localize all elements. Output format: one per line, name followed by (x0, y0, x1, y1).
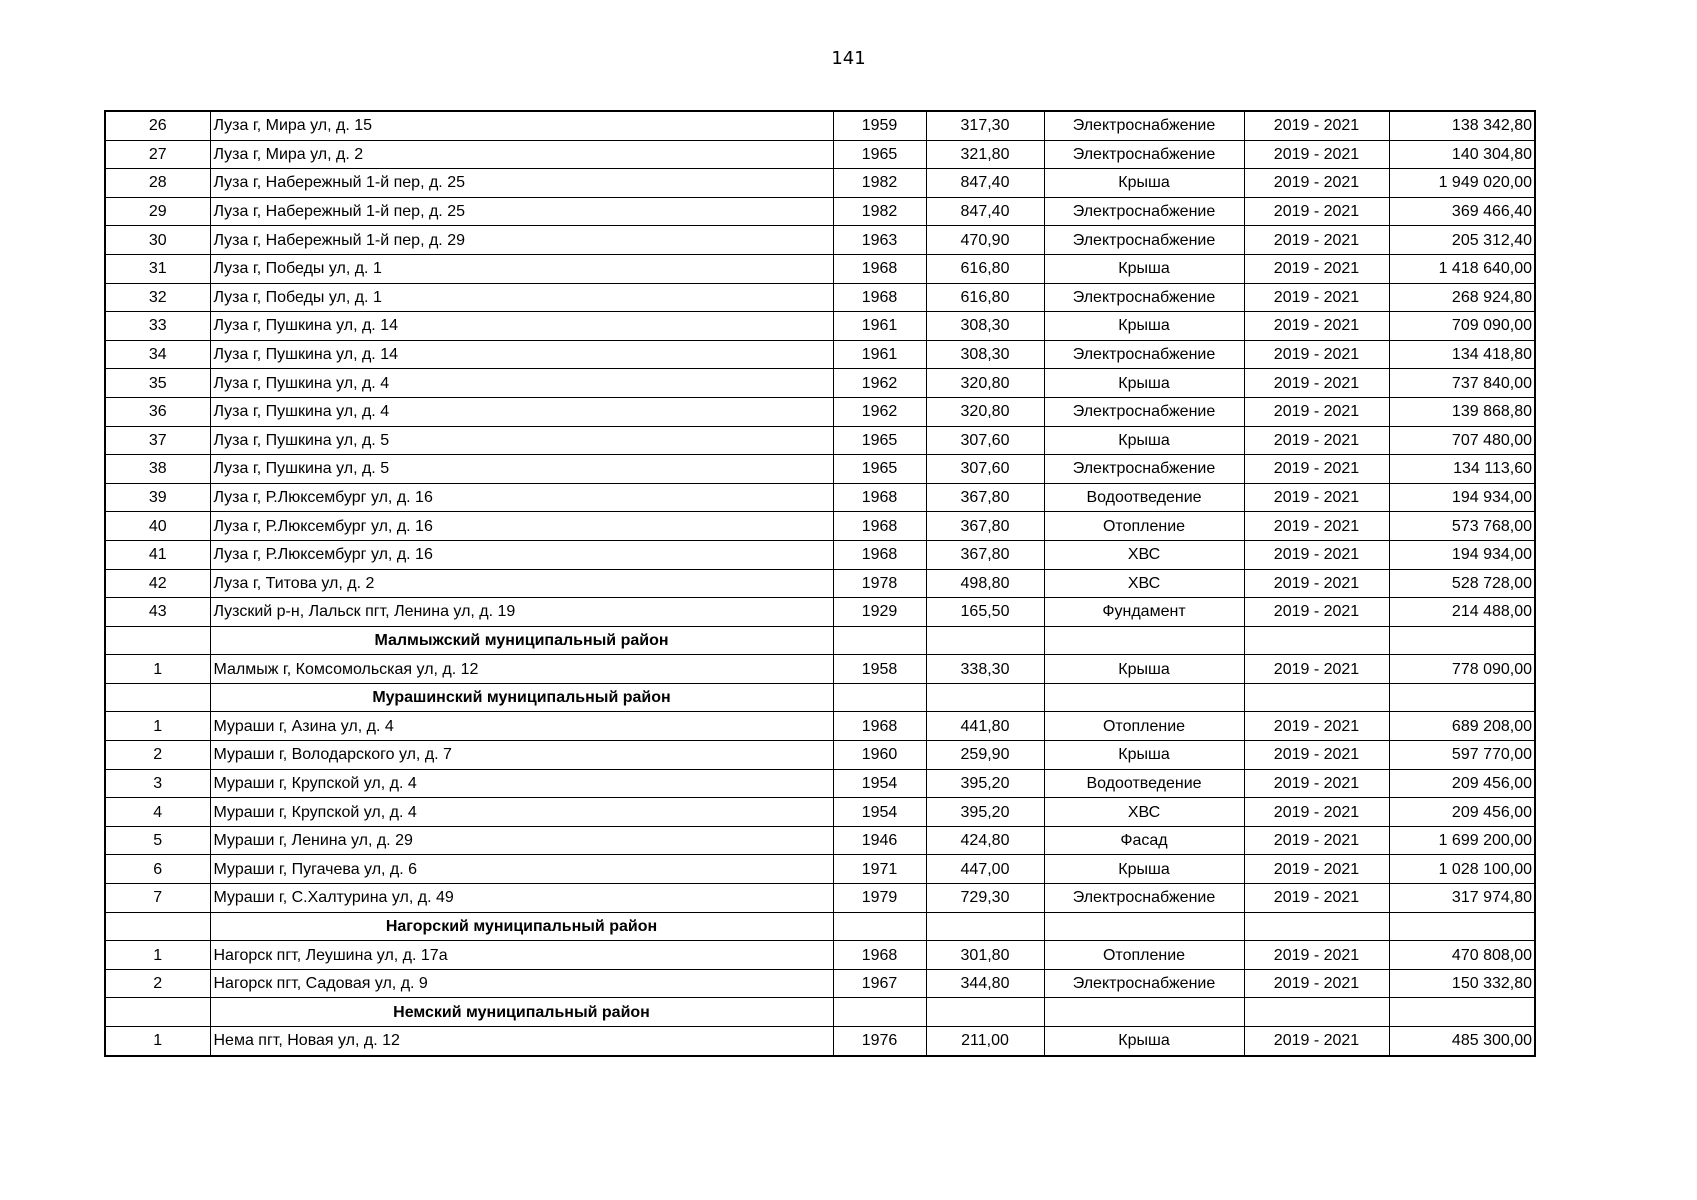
cell-address: Луза г, Пушкина ул, д. 14 (210, 340, 833, 369)
table-row (105, 941, 1535, 970)
cell-year: 1982 (833, 197, 926, 226)
cell-area: 301,80 (926, 941, 1044, 970)
cell-year: 1958 (833, 655, 926, 684)
cell-cost (1389, 626, 1535, 655)
cell-year: 1968 (833, 512, 926, 541)
cell-period: 2019 - 2021 (1244, 1027, 1389, 1056)
cell-year (833, 912, 926, 941)
cell-area: 367,80 (926, 540, 1044, 569)
cell-num: 35 (105, 369, 210, 398)
cell-period: 2019 - 2021 (1244, 111, 1389, 140)
table-row (105, 369, 1535, 398)
table-row (105, 855, 1535, 884)
cell-area: 729,30 (926, 884, 1044, 913)
table-row (105, 798, 1535, 827)
table-row (105, 1027, 1535, 1056)
cell-address: Мураши г, Ленина ул, д. 29 (210, 826, 833, 855)
cell-year: 1978 (833, 569, 926, 598)
district-header-row (105, 998, 1535, 1027)
cell-year: 1961 (833, 312, 926, 341)
cell-year: 1965 (833, 426, 926, 455)
cell-num: 29 (105, 197, 210, 226)
cell-cost: 209 456,00 (1389, 798, 1535, 827)
table-row (105, 655, 1535, 684)
cell-work-type: Крыша (1044, 312, 1244, 341)
cell-work-type: Электроснабжение (1044, 884, 1244, 913)
cell-area: 320,80 (926, 397, 1044, 426)
cell-cost (1389, 998, 1535, 1027)
cell-area: 470,90 (926, 226, 1044, 255)
cell-year: 1968 (833, 283, 926, 312)
cell-num (105, 626, 210, 655)
cell-area (926, 998, 1044, 1027)
cell-address: Луза г, Р.Люксембург ул, д. 16 (210, 483, 833, 512)
cell-work-type: Крыша (1044, 741, 1244, 770)
district-name: Нагорский муниципальный район (210, 912, 833, 941)
cell-area: 320,80 (926, 369, 1044, 398)
cell-num: 43 (105, 598, 210, 627)
cell-cost: 140 304,80 (1389, 140, 1535, 169)
cell-num: 27 (105, 140, 210, 169)
cell-cost: 134 418,80 (1389, 340, 1535, 369)
cell-num (105, 998, 210, 1027)
cell-cost: 737 840,00 (1389, 369, 1535, 398)
table-row (105, 254, 1535, 283)
cell-year: 1968 (833, 941, 926, 970)
cell-address: Лузский р-н, Лальск пгт, Ленина ул, д. 19 (210, 598, 833, 627)
cell-area: 395,20 (926, 769, 1044, 798)
cell-period: 2019 - 2021 (1244, 655, 1389, 684)
cell-year: 1979 (833, 884, 926, 913)
cell-cost (1389, 683, 1535, 712)
cell-area: 616,80 (926, 283, 1044, 312)
cell-year: 1954 (833, 769, 926, 798)
cell-address: Луза г, Набережный 1-й пер, д. 29 (210, 226, 833, 255)
cell-period: 2019 - 2021 (1244, 340, 1389, 369)
cell-address: Мураши г, Володарского ул, д. 7 (210, 741, 833, 770)
table-row (105, 969, 1535, 998)
cell-area: 308,30 (926, 312, 1044, 341)
cell-cost: 528 728,00 (1389, 569, 1535, 598)
cell-area: 317,30 (926, 111, 1044, 140)
cell-cost: 485 300,00 (1389, 1027, 1535, 1056)
cell-cost: 209 456,00 (1389, 769, 1535, 798)
cell-address: Луза г, Пушкина ул, д. 5 (210, 455, 833, 484)
cell-work-type: ХВС (1044, 569, 1244, 598)
cell-address: Луза г, Р.Люксембург ул, д. 16 (210, 540, 833, 569)
cell-address: Мураши г, Крупской ул, д. 4 (210, 798, 833, 827)
cell-work-type: Крыша (1044, 254, 1244, 283)
cell-num: 2 (105, 969, 210, 998)
table-row (105, 512, 1535, 541)
repair-schedule-table (104, 110, 1536, 1057)
cell-period: 2019 - 2021 (1244, 884, 1389, 913)
cell-period: 2019 - 2021 (1244, 369, 1389, 398)
cell-period: 2019 - 2021 (1244, 769, 1389, 798)
cell-period: 2019 - 2021 (1244, 826, 1389, 855)
cell-period: 2019 - 2021 (1244, 798, 1389, 827)
cell-work-type: Электроснабжение (1044, 140, 1244, 169)
cell-year: 1954 (833, 798, 926, 827)
cell-address: Мураши г, С.Халтурина ул, д. 49 (210, 884, 833, 913)
cell-cost: 194 934,00 (1389, 483, 1535, 512)
cell-work (1044, 998, 1244, 1027)
cell-address: Нема пгт, Новая ул, д. 12 (210, 1027, 833, 1056)
cell-work-type: Электроснабжение (1044, 197, 1244, 226)
cell-address: Луза г, Пушкина ул, д. 5 (210, 426, 833, 455)
cell-period: 2019 - 2021 (1244, 455, 1389, 484)
cell-cost: 134 113,60 (1389, 455, 1535, 484)
cell-num: 36 (105, 397, 210, 426)
table-row (105, 197, 1535, 226)
cell-year: 1965 (833, 140, 926, 169)
cell-period (1244, 912, 1389, 941)
cell-period: 2019 - 2021 (1244, 969, 1389, 998)
cell-num: 7 (105, 884, 210, 913)
table-row (105, 283, 1535, 312)
table-row (105, 884, 1535, 913)
cell-address: Луза г, Набережный 1-й пер, д. 25 (210, 197, 833, 226)
cell-work (1044, 626, 1244, 655)
cell-area: 259,90 (926, 741, 1044, 770)
cell-num: 30 (105, 226, 210, 255)
cell-work-type: Отопление (1044, 941, 1244, 970)
cell-cost: 1 949 020,00 (1389, 169, 1535, 198)
cell-area: 616,80 (926, 254, 1044, 283)
cell-area: 165,50 (926, 598, 1044, 627)
cell-cost: 689 208,00 (1389, 712, 1535, 741)
cell-work-type: Крыша (1044, 169, 1244, 198)
cell-work-type: Крыша (1044, 1027, 1244, 1056)
table-row (105, 598, 1535, 627)
cell-area: 847,40 (926, 169, 1044, 198)
cell-address: Луза г, Титова ул, д. 2 (210, 569, 833, 598)
table-row (105, 569, 1535, 598)
cell-area (926, 912, 1044, 941)
cell-cost: 139 868,80 (1389, 397, 1535, 426)
cell-year: 1971 (833, 855, 926, 884)
cell-year (833, 626, 926, 655)
cell-num: 33 (105, 312, 210, 341)
cell-period: 2019 - 2021 (1244, 254, 1389, 283)
table-row (105, 312, 1535, 341)
district-name: Немский муниципальный район (210, 998, 833, 1027)
cell-cost: 150 332,80 (1389, 969, 1535, 998)
cell-period: 2019 - 2021 (1244, 140, 1389, 169)
cell-period: 2019 - 2021 (1244, 226, 1389, 255)
cell-work-type: Крыша (1044, 855, 1244, 884)
cell-address: Луза г, Р.Люксембург ул, д. 16 (210, 512, 833, 541)
cell-address: Луза г, Мира ул, д. 2 (210, 140, 833, 169)
cell-year (833, 998, 926, 1027)
cell-cost: 369 466,40 (1389, 197, 1535, 226)
table-row (105, 741, 1535, 770)
cell-year: 1961 (833, 340, 926, 369)
cell-area: 441,80 (926, 712, 1044, 741)
cell-cost: 709 090,00 (1389, 312, 1535, 341)
cell-year (833, 683, 926, 712)
cell-year: 1968 (833, 540, 926, 569)
cell-address: Луза г, Пушкина ул, д. 4 (210, 369, 833, 398)
cell-address: Луза г, Набережный 1-й пер, д. 25 (210, 169, 833, 198)
cell-period: 2019 - 2021 (1244, 941, 1389, 970)
cell-work-type: Электроснабжение (1044, 969, 1244, 998)
cell-work-type: Электроснабжение (1044, 111, 1244, 140)
cell-year: 1962 (833, 369, 926, 398)
cell-work-type: Отопление (1044, 512, 1244, 541)
cell-work (1044, 683, 1244, 712)
district-header-row (105, 912, 1535, 941)
cell-num (105, 912, 210, 941)
cell-area: 211,00 (926, 1027, 1044, 1056)
cell-num: 3 (105, 769, 210, 798)
cell-work-type: Электроснабжение (1044, 226, 1244, 255)
cell-address: Мураши г, Пугачева ул, д. 6 (210, 855, 833, 884)
cell-period: 2019 - 2021 (1244, 426, 1389, 455)
cell-num: 1 (105, 1027, 210, 1056)
cell-area: 395,20 (926, 798, 1044, 827)
cell-period: 2019 - 2021 (1244, 397, 1389, 426)
cell-year: 1960 (833, 741, 926, 770)
cell-address: Малмыж г, Комсомольская ул, д. 12 (210, 655, 833, 684)
cell-num: 31 (105, 254, 210, 283)
cell-cost: 205 312,40 (1389, 226, 1535, 255)
cell-cost: 194 934,00 (1389, 540, 1535, 569)
cell-work-type: Фасад (1044, 826, 1244, 855)
cell-num (105, 683, 210, 712)
cell-area (926, 683, 1044, 712)
cell-year: 1976 (833, 1027, 926, 1056)
cell-num: 41 (105, 540, 210, 569)
cell-num: 26 (105, 111, 210, 140)
table-row (105, 826, 1535, 855)
cell-period: 2019 - 2021 (1244, 712, 1389, 741)
cell-work-type: Электроснабжение (1044, 397, 1244, 426)
cell-period (1244, 683, 1389, 712)
cell-year: 1968 (833, 254, 926, 283)
cell-cost: 470 808,00 (1389, 941, 1535, 970)
cell-cost: 1 699 200,00 (1389, 826, 1535, 855)
cell-period: 2019 - 2021 (1244, 598, 1389, 627)
cell-num: 6 (105, 855, 210, 884)
cell-period: 2019 - 2021 (1244, 197, 1389, 226)
cell-period: 2019 - 2021 (1244, 283, 1389, 312)
cell-address: Луза г, Мира ул, д. 15 (210, 111, 833, 140)
cell-work-type: Крыша (1044, 655, 1244, 684)
district-header-row (105, 626, 1535, 655)
table-row (105, 769, 1535, 798)
cell-area: 367,80 (926, 512, 1044, 541)
cell-area (926, 626, 1044, 655)
cell-year: 1968 (833, 483, 926, 512)
cell-work-type: Крыша (1044, 369, 1244, 398)
cell-num: 34 (105, 340, 210, 369)
table-row (105, 340, 1535, 369)
cell-period: 2019 - 2021 (1244, 483, 1389, 512)
cell-num: 5 (105, 826, 210, 855)
cell-area: 847,40 (926, 197, 1044, 226)
cell-address: Нагорск пгт, Леушина ул, д. 17а (210, 941, 833, 970)
cell-period: 2019 - 2021 (1244, 540, 1389, 569)
table-row (105, 169, 1535, 198)
cell-work-type: Отопление (1044, 712, 1244, 741)
cell-cost: 573 768,00 (1389, 512, 1535, 541)
cell-area: 321,80 (926, 140, 1044, 169)
cell-year: 1959 (833, 111, 926, 140)
cell-num: 2 (105, 741, 210, 770)
cell-num: 40 (105, 512, 210, 541)
cell-cost: 707 480,00 (1389, 426, 1535, 455)
cell-work-type: Фундамент (1044, 598, 1244, 627)
table-row (105, 226, 1535, 255)
cell-area: 307,60 (926, 426, 1044, 455)
cell-num: 42 (105, 569, 210, 598)
cell-num: 32 (105, 283, 210, 312)
cell-year: 1963 (833, 226, 926, 255)
cell-area: 338,30 (926, 655, 1044, 684)
cell-period (1244, 998, 1389, 1027)
table-row (105, 540, 1535, 569)
cell-cost: 317 974,80 (1389, 884, 1535, 913)
cell-work-type: Водоотведение (1044, 483, 1244, 512)
cell-period: 2019 - 2021 (1244, 512, 1389, 541)
cell-area: 308,30 (926, 340, 1044, 369)
cell-year: 1968 (833, 712, 926, 741)
cell-period: 2019 - 2021 (1244, 741, 1389, 770)
cell-work-type: ХВС (1044, 798, 1244, 827)
cell-address: Луза г, Пушкина ул, д. 14 (210, 312, 833, 341)
district-header-row (105, 683, 1535, 712)
cell-address: Луза г, Победы ул, д. 1 (210, 254, 833, 283)
cell-area: 447,00 (926, 855, 1044, 884)
table-row (105, 455, 1535, 484)
cell-area: 344,80 (926, 969, 1044, 998)
table-row (105, 426, 1535, 455)
cell-period: 2019 - 2021 (1244, 569, 1389, 598)
cell-cost (1389, 912, 1535, 941)
cell-num: 4 (105, 798, 210, 827)
district-name: Мурашинский муниципальный район (210, 683, 833, 712)
cell-work-type: Электроснабжение (1044, 340, 1244, 369)
cell-num: 1 (105, 712, 210, 741)
cell-area: 307,60 (926, 455, 1044, 484)
cell-address: Нагорск пгт, Садовая ул, д. 9 (210, 969, 833, 998)
table-body (105, 111, 1535, 1056)
cell-work (1044, 912, 1244, 941)
cell-address: Луза г, Пушкина ул, д. 4 (210, 397, 833, 426)
cell-work-type: Крыша (1044, 426, 1244, 455)
cell-address: Мураши г, Крупской ул, д. 4 (210, 769, 833, 798)
cell-cost: 138 342,80 (1389, 111, 1535, 140)
cell-year: 1946 (833, 826, 926, 855)
cell-year: 1929 (833, 598, 926, 627)
table-row (105, 483, 1535, 512)
cell-year: 1967 (833, 969, 926, 998)
cell-period: 2019 - 2021 (1244, 312, 1389, 341)
cell-num: 39 (105, 483, 210, 512)
cell-num: 37 (105, 426, 210, 455)
cell-cost: 1 028 100,00 (1389, 855, 1535, 884)
cell-year: 1982 (833, 169, 926, 198)
table-row (105, 111, 1535, 140)
cell-cost: 1 418 640,00 (1389, 254, 1535, 283)
cell-num: 28 (105, 169, 210, 198)
cell-cost: 214 488,00 (1389, 598, 1535, 627)
cell-work-type: Водоотведение (1044, 769, 1244, 798)
table-row (105, 397, 1535, 426)
cell-period: 2019 - 2021 (1244, 169, 1389, 198)
cell-num: 1 (105, 655, 210, 684)
cell-work-type: Электроснабжение (1044, 455, 1244, 484)
cell-cost: 268 924,80 (1389, 283, 1535, 312)
cell-year: 1965 (833, 455, 926, 484)
cell-address: Луза г, Победы ул, д. 1 (210, 283, 833, 312)
cell-area: 498,80 (926, 569, 1044, 598)
cell-work-type: ХВС (1044, 540, 1244, 569)
cell-num: 1 (105, 941, 210, 970)
table-row (105, 140, 1535, 169)
district-name: Малмыжский муниципальный район (210, 626, 833, 655)
cell-year: 1962 (833, 397, 926, 426)
cell-cost: 778 090,00 (1389, 655, 1535, 684)
cell-work-type: Электроснабжение (1044, 283, 1244, 312)
table-row (105, 712, 1535, 741)
page-number: 141 (831, 48, 866, 69)
cell-period: 2019 - 2021 (1244, 855, 1389, 884)
cell-area: 424,80 (926, 826, 1044, 855)
cell-period (1244, 626, 1389, 655)
cell-num: 38 (105, 455, 210, 484)
cell-cost: 597 770,00 (1389, 741, 1535, 770)
cell-area: 367,80 (926, 483, 1044, 512)
cell-address: Мураши г, Азина ул, д. 4 (210, 712, 833, 741)
